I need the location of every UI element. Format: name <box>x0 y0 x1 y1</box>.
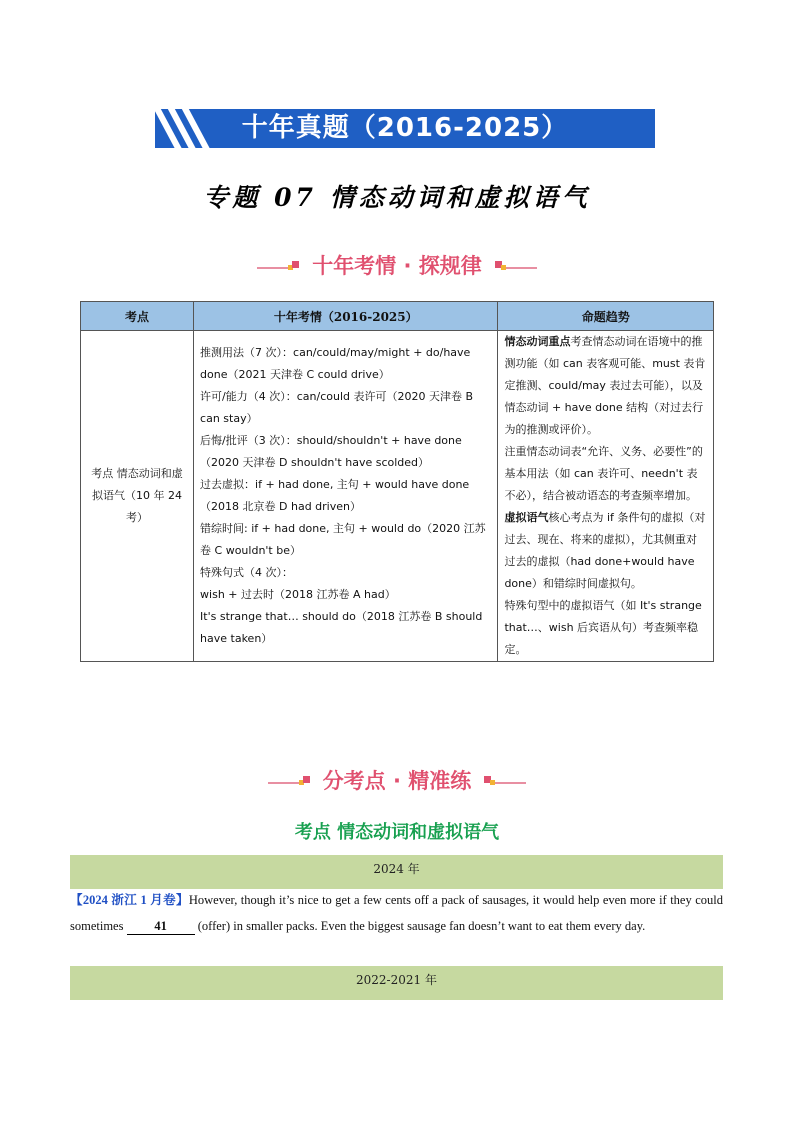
history-cell <box>194 331 498 662</box>
table-row <box>81 331 714 662</box>
history-line: 特殊句式（4 次）： <box>200 566 294 579</box>
header-cell: 考点 <box>81 302 194 331</box>
history-line: wish + 过去时（2018 江苏卷 A had） <box>200 588 396 601</box>
trend-text: 核心考点为 if 条件句的虚拟（对过去、现在、将来的虚拟），尤其侧重对过去的虚拟（had done+would have done）和错综时间虚拟句。 <box>504 511 706 590</box>
header-cell: 十年考情（2016-2025） <box>194 302 498 331</box>
history-line: 后悔/批评（3 次）：should/shouldn't + have done（2020 天津卷 D shouldn't have scolded） <box>200 434 462 469</box>
question-paragraph <box>70 887 723 939</box>
history-line: 错综时间: if + had done, 主句 + would do（2020 江苏卷 C wouldn't be） <box>200 522 486 557</box>
year-bar-2022-2021: 2022-2021 年 <box>70 966 723 1000</box>
topic-cell <box>81 331 194 662</box>
trend-keyword: 情态动词重点 <box>504 335 571 348</box>
history-line: 许可/能力（4 次）：can/could 表许可（2020 天津卷 B can stay） <box>200 390 474 425</box>
section-title: 十年考情 · 探规律 <box>312 254 482 278</box>
banner-title: 十年真题（2016-2025） <box>241 113 569 143</box>
history-line: 过去虚拟：if + had done, 主句 + would have done（2018 北京卷 D had driven） <box>200 478 470 513</box>
heading-decoration-right <box>484 773 526 787</box>
table-header-row <box>81 302 714 331</box>
heading-decoration-right <box>495 258 537 272</box>
history-line: It's strange that… should do（2018 江苏卷 B should have taken） <box>200 610 483 645</box>
question-text: (offer) in smaller packs. Even the biggest sausage fan doesn’t want to eat them every day. <box>194 919 646 933</box>
trend-text: 考查情态动词在语境中的推测功能（如 can 表客观可能、must 表肯定推测、could/may 表过去可能），以及情态动词 + have done 结构（对过去行为的推测或评价）。 <box>504 335 706 436</box>
trend-text: 特殊句型中的虚拟语气（如 It's strange that…、wish 后宾语从句）考查频率稳定。 <box>504 599 702 656</box>
trend-keyword: 虚拟语气 <box>504 511 549 524</box>
topic-cell-text: 考点 情态动词和虚拟语气（10 年 24 考） <box>91 467 183 524</box>
section-heading-trends <box>0 250 794 280</box>
heading-decoration-left <box>268 773 310 787</box>
answer-blank[interactable]: 41 <box>127 918 195 935</box>
question-source-tag: 【2024 浙江 1 月卷】 <box>70 893 189 907</box>
exam-summary-table <box>80 301 714 662</box>
trend-paragraph <box>504 331 707 441</box>
trend-paragraph <box>504 441 707 507</box>
title-banner <box>155 109 655 148</box>
header-cell: 命题趋势 <box>498 302 714 331</box>
topic-title: 专题 07 情态动词和虚拟语气 <box>203 183 591 212</box>
trend-text: 注重情态动词表“允许、义务、必要性”的基本用法（如 can 表许可、needn't 表不必），结合被动语态的考查频率增加。 <box>504 445 703 502</box>
question-text: However, though it’s nice to get a few cents off a pack of sausages, it would help even more if they could sometimes <box>70 893 723 933</box>
trend-paragraph <box>504 507 707 595</box>
section-title: 分考点 · 精准练 <box>322 769 472 793</box>
section-heading-practice <box>0 765 794 795</box>
sub-title: 考点 情态动词和虚拟语气 <box>294 822 500 843</box>
trend-paragraph <box>504 595 707 661</box>
trend-cell <box>498 331 714 662</box>
history-line: 推测用法（7 次）：can/could/may/might + do/have done（2021 天津卷 C could drive） <box>200 346 471 381</box>
heading-decoration-left <box>257 258 299 272</box>
year-bar-2024: 2024 年 <box>70 855 723 889</box>
